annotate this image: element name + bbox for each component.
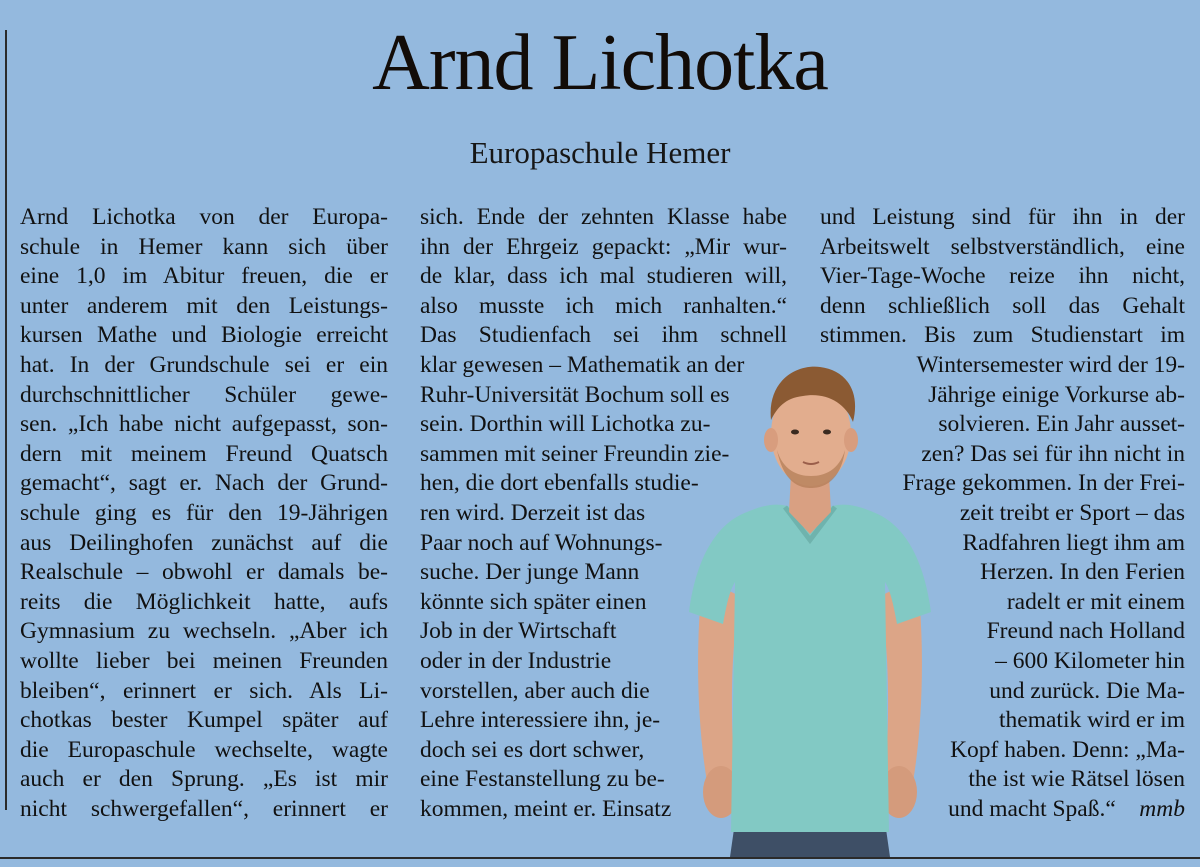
text-line: nicht schwergefallen“, erinnert er — [20, 795, 388, 822]
text-line: – 600 Kilometer hin — [995, 647, 1185, 674]
text-line: ihn der Ehrgeiz gepackt: „Mir wur- — [420, 233, 787, 260]
text-line: aus Deilinghofen zunächst auf die — [20, 529, 388, 556]
text-line: stimmen. Bis zum Studienstart im — [820, 322, 1185, 349]
text-line: Lehre interessiere ihn, je- — [420, 707, 661, 734]
text-line: denn schließlich soll das Gehalt — [820, 292, 1185, 319]
text-line: oder in der Industrie — [420, 647, 612, 674]
text-line: kursen Mathe und Biologie erreicht — [20, 322, 388, 349]
article-subtitle: Europaschule Hemer — [469, 135, 731, 170]
text-line: Das Studienfach sei ihm schnell — [420, 322, 787, 349]
text-line: Job in der Wirtschaft — [420, 618, 617, 645]
text-line: eine 1,0 im Abitur freuen, die er — [20, 263, 388, 290]
left-ear — [764, 428, 778, 452]
text-line: sammen mit seiner Freundin zie- — [420, 440, 730, 467]
text-line: doch sei es dort schwer, — [420, 736, 645, 763]
text-line: Gymnasium zu wechseln. „Aber ich — [20, 618, 388, 645]
text-line: radelt er mit einem — [1006, 588, 1185, 615]
closing-text: und macht Spaß.“ — [948, 795, 1116, 822]
text-line: Frage gekommen. In der Frei- — [902, 470, 1185, 497]
text-line: chotkas bester Kumpel später auf — [20, 707, 388, 734]
text-line: sein. Dorthin will Lichotka zu- — [420, 411, 711, 438]
text-line: Arbeitswelt selbstverständlich, eine — [820, 233, 1185, 260]
text-line: und zurück. Die Ma- — [989, 677, 1185, 704]
text-line: dern mit meinem Freund Quatsch — [20, 440, 388, 467]
text-column-1 — [20, 203, 388, 824]
text-line: klar gewesen – Mathematik an der — [420, 351, 745, 378]
text-line: und Leistung sind für ihn in der — [820, 204, 1185, 230]
text-line: auch er den Sprung. „Es ist mir — [20, 766, 388, 793]
text-line: Wintersemester wird der 19- — [916, 351, 1185, 378]
text-line: thematik wird er im — [999, 707, 1185, 734]
text-line: sich. Ende der zehnten Klasse habe — [420, 204, 787, 230]
text-line: vorstellen, aber auch die — [420, 677, 650, 704]
text-line: de klar, dass ich mal studieren will, — [420, 263, 787, 290]
text-line: solvieren. Ein Jahr ausset- — [938, 411, 1185, 438]
left-eye — [791, 430, 799, 435]
text-line: könnte sich später einen — [420, 588, 647, 615]
text-line: unter anderem mit den Leistungs- — [20, 292, 388, 319]
text-line: schule in Hemer kann sich über — [20, 233, 388, 260]
text-line: Vier-Tage-Woche reize ihn nicht, — [820, 263, 1185, 290]
text-line: kommen, meint er. Einsatz — [420, 795, 672, 822]
text-line: Realschule – obwohl er damals be- — [20, 559, 388, 586]
right-eye — [823, 430, 831, 435]
text-line: suche. Der junge Mann — [420, 559, 640, 586]
text-line: Arnd Lichotka von der Europa- — [20, 204, 388, 230]
right-ear — [844, 428, 858, 452]
text-line: eine Festanstellung zu be- — [420, 766, 665, 793]
text-line: the ist wie Rätsel lösen — [968, 766, 1185, 793]
text-line: hen, die dort ebenfalls studie- — [420, 470, 699, 497]
text-line: durchschnittlicher Schüler gewe- — [20, 381, 388, 408]
text-line: Radfahren liegt ihm am — [962, 529, 1185, 556]
text-line: zen? Das sei für ihn nicht in — [921, 440, 1185, 467]
text-line: ren wird. Derzeit ist das — [420, 499, 646, 526]
bottom-rule — [0, 857, 1200, 859]
article-title: Arnd Lichotka — [372, 19, 828, 107]
text-line: Paar noch auf Wohnungs- — [420, 529, 663, 556]
text-line: gemacht“, sagt er. Nach der Grund- — [20, 470, 388, 497]
portrait-photo — [685, 362, 935, 857]
text-line: bleiben“, erinnert er sich. Als Li- — [20, 677, 388, 704]
text-line: Herzen. In den Ferien — [980, 559, 1185, 586]
text-line: Ruhr-Universität Bochum soll es — [420, 381, 730, 408]
text-line: Jährige einige Vorkurse ab- — [928, 381, 1185, 408]
text-line: sen. „Ich habe nicht aufgepasst, son- — [20, 411, 388, 438]
text-line: die Europaschule wechselte, wagte — [20, 736, 388, 763]
author-signature: mmb — [1139, 795, 1185, 822]
text-line: also musste ich mich ranhalten.“ — [420, 292, 787, 319]
text-line: wollte lieber bei meinen Freunden — [20, 647, 388, 674]
text-line: zeit treibt er Sport – das — [959, 499, 1185, 526]
text-line: Freund nach Holland — [986, 618, 1185, 645]
text-line: hat. In der Grundschule sei er ein — [20, 351, 388, 378]
text-line: reits die Möglichkeit hatte, aufs — [20, 588, 388, 615]
text-line: schule ging es für den 19-Jährigen — [20, 499, 388, 526]
text-line: Kopf haben. Denn: „Ma- — [950, 736, 1185, 763]
